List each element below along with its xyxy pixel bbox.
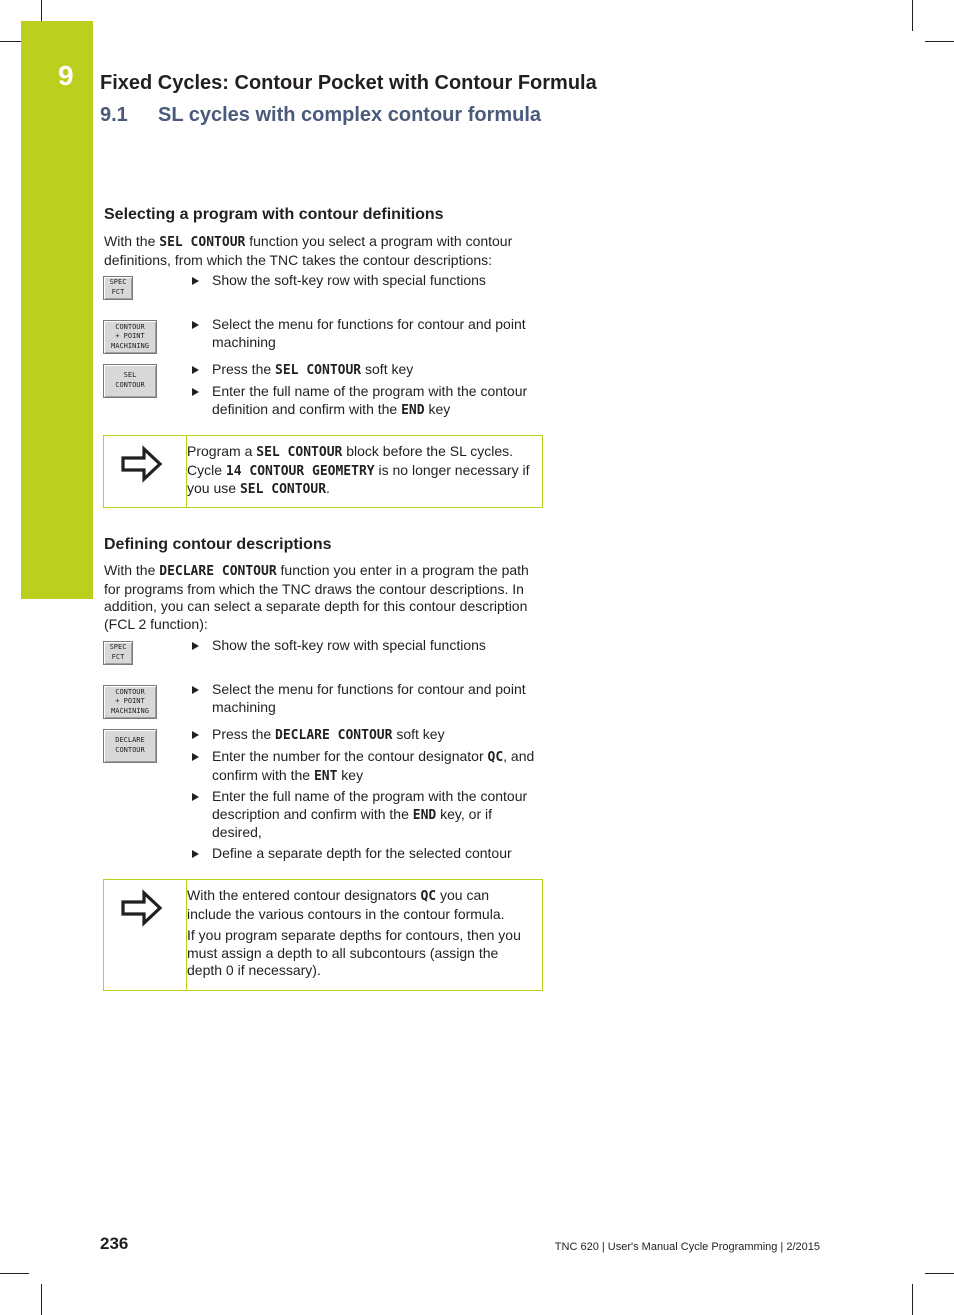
crop-mark [41,0,42,21]
step-item: Press the SEL CONTOUR soft key [192,361,537,380]
triangle-bullet-icon [192,686,199,694]
step-item: Enter the full name of the program with the contour definition and confirm with the END key [192,383,537,419]
chapter-title: Fixed Cycles: Contour Pocket with Contour Formula [100,72,597,94]
spec-fct-key-icon: SPEC FCT [103,276,133,300]
crop-mark [0,1273,29,1274]
note-box [103,879,543,991]
crop-mark [0,41,21,42]
triangle-bullet-icon [192,753,199,761]
crop-mark [925,41,954,42]
declare-contour-key-icon: DECLARE CONTOUR [103,729,157,763]
heading-selecting-program: Selecting a program with contour definitions [104,206,444,223]
note-text: Program a SEL CONTOUR block before the SL cycles. Cycle 14 CONTOUR GEOMETRY is no longer necessary if you use SEL CONTOUR. [187,443,530,498]
note-text: With the entered contour designators QC you can include the various contours in the contour formula. [187,887,505,922]
note-box [103,435,543,508]
intro-paragraph: With the SEL CONTOUR function you select a program with contour definitions, from which the TNC takes the contour descriptions: [104,233,513,268]
triangle-bullet-icon [192,731,199,739]
arrow-right-icon [120,888,164,928]
triangle-bullet-icon [192,388,199,396]
page-number: 236 [100,1234,129,1253]
note-text: If you program separate depths for contours, then you must assign a depth to all subcontours (assign the depth 0 if necessary). [187,927,521,979]
step-item: Show the soft-key row with special functions [192,272,537,290]
triangle-bullet-icon [192,793,199,801]
triangle-bullet-icon [192,321,199,329]
triangle-bullet-icon [192,642,199,650]
step-item: Show the soft-key row with special functions [192,637,537,655]
crop-mark [41,1284,42,1315]
step-item: Select the menu for functions for contour and point machining [192,681,537,716]
step-item: Select the menu for functions for contour and point machining [192,316,537,351]
section-title: SL cycles with complex contour formula [158,104,542,126]
triangle-bullet-icon [192,366,199,374]
contour-point-machining-key-icon: CONTOUR + POINT MACHINING [103,320,157,354]
crop-mark [912,0,913,31]
triangle-bullet-icon [192,850,199,858]
triangle-bullet-icon [192,277,199,285]
step-item: Define a separate depth for the selected contour [192,845,537,863]
intro-paragraph: With the DECLARE CONTOUR function you enter in a program the path for programs from which the TNC draws the contour descriptions. In addition, you can select a separate depth for this contour description (FCL 2 function): [104,562,529,632]
crop-mark [925,1273,954,1274]
crop-mark [912,1284,913,1315]
spec-fct-key-icon: SPEC FCT [103,641,133,665]
footer-text: TNC 620 | User's Manual Cycle Programming | 2/2015 [554,1241,820,1253]
heading-defining-contour: Defining contour descriptions [104,536,332,553]
step-item: Press the DECLARE CONTOUR soft key [192,726,537,745]
section-number: 9.1 [100,104,128,126]
chapter-number: 9 [58,60,74,91]
contour-point-machining-key-icon: CONTOUR + POINT MACHINING [103,685,157,719]
step-item: Enter the number for the contour designator QC, and confirm with the ENT key [192,748,537,785]
arrow-right-icon [120,444,164,484]
chapter-tab [21,21,93,599]
step-item: Enter the full name of the program with the contour description and confirm with the END key, or if desired, [192,788,537,842]
sel-contour-key-icon: SEL CONTOUR [103,364,157,398]
